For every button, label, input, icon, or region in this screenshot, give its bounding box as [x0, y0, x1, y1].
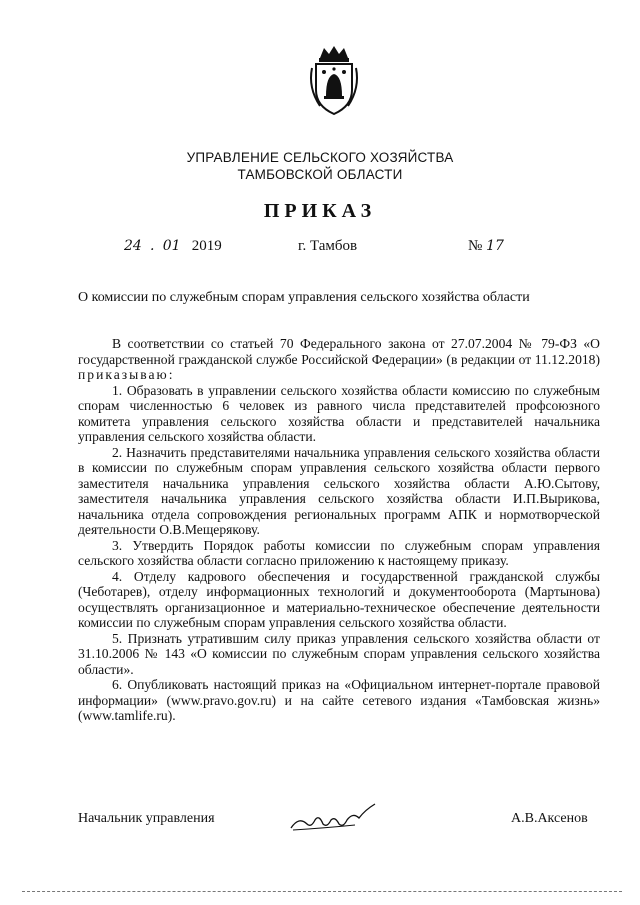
- order-date: 24 . 01 2019: [124, 238, 222, 254]
- preamble-text: В соответствии со статьей 70 Федерального закона от 27.07.2004 № 79-ФЗ «О государственной гражданской службе Российской Федерации» (в редакции от 11.12.2018): [78, 336, 600, 367]
- date-day: 24: [124, 238, 142, 254]
- number-sign: №: [468, 238, 483, 254]
- document-title: ПРИКАЗ: [263, 200, 377, 222]
- order-city: г. Тамбов: [298, 238, 358, 254]
- coat-of-arms-icon: [306, 44, 362, 116]
- order-item-4: 4. Отделу кадрового обеспечения и государственной гражданской службы (Чеботарев), отделу информационных технологий и документооборота (Мартынова) осуществлять организационное и материально-техническое обеспечение деятельности комиссии по служебным спорам управления сельского хозяйства области.: [78, 568, 600, 630]
- order-word: приказываю:: [78, 367, 175, 382]
- page-bottom-divider: [22, 891, 622, 892]
- order-item-1: 1. Образовать в управлении сельского хозяйства области комиссию по служебным спорам численностью 6 человек из равного числа представителей профсоюзного комитета управления сельского хозяйства области и представителей начальника управления сельского хозяйства области.: [78, 382, 600, 444]
- order-item-6: 6. Опубликовать настоящий приказ на «Официальном интернет-портале правовой информации» (www.pravo.gov.ru) и на сайте сетевого издания «Тамбовская жизнь» (www.tamlife.ru).: [78, 677, 600, 723]
- date-year: 2019: [191, 238, 222, 254]
- signatory-position: Начальник управления: [78, 811, 215, 826]
- order-subject: О комиссии по служебным спорам управления сельского хозяйства области: [78, 290, 530, 305]
- organization-name-line1: УПРАВЛЕНИЕ СЕЛЬСКОГО ХОЗЯЙСТВА: [186, 150, 454, 165]
- number-value: 17: [486, 238, 504, 254]
- date-month: 01: [162, 238, 181, 254]
- organization-name-line2: ТАМБОВСКОЙ ОБЛАСТИ: [237, 167, 403, 182]
- order-item-3: 3. Утвердить Порядок работы комиссии по служебным спорам управления сельского хозяйства области согласно приложению к настоящему приказу.: [78, 537, 600, 568]
- signatory-name: А.В.Аксенов: [511, 811, 588, 826]
- order-body: [78, 336, 600, 724]
- order-item-2: 2. Назначить представителями начальника управления сельского хозяйства области в комиссии по служебным спорам управления сельского хозяйства области первого заместителя начальника управления сельского хозяйства области А.Ю.Сытову, заместителя начальника управления сельского хозяйства области И.П.Вырикова, начальника отдела сопровождения региональных программ АПК и нормотворческой деятельности О.В.Мещерякову.: [78, 444, 600, 537]
- order-item-5: 5. Признать утратившим силу приказ управления сельского хозяйства области от 31.10.2006 № 143 «О комиссии по служебным спорам управления сельского хозяйства области».: [78, 630, 600, 677]
- handwritten-signature: [285, 798, 385, 838]
- order-number: [468, 238, 504, 255]
- preamble-paragraph: [78, 336, 600, 383]
